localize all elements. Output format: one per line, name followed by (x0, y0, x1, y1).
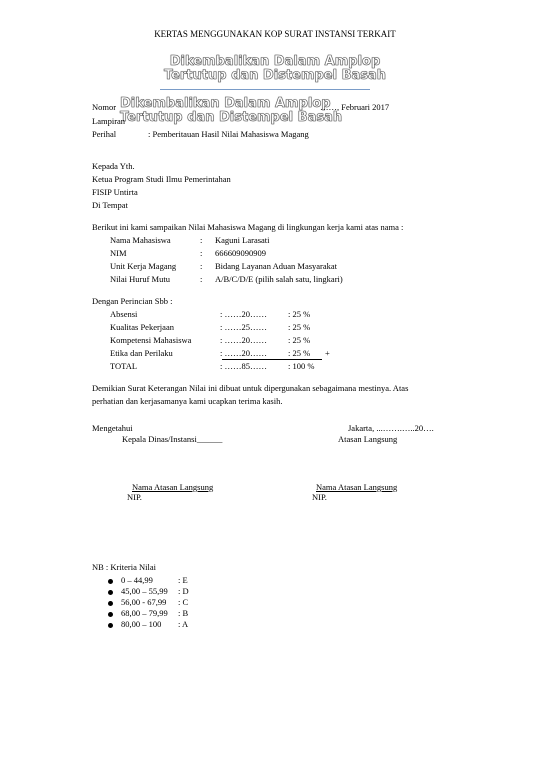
sign-left-title: Kepala Dinas/Instansi______ (122, 434, 223, 444)
bullet-icon (108, 590, 113, 595)
kop-surat-title: KERTAS MENGGUNAKAN KOP SURAT INSTANSI TERKAIT (154, 29, 396, 39)
closing-text: Demikian Surat Keterangan Nilai ini dibuat untuk dipergunakan sebagaimana mestinya. Atas (92, 383, 409, 393)
lampiran-label: Lampiran (92, 116, 126, 126)
watermark-top (0, 55, 550, 83)
detail-title: Dengan Perincian Sbb : (92, 296, 173, 306)
student-label: Nilai Huruf Mutu (110, 274, 170, 284)
sign-left-top: Mengetahui (92, 423, 133, 433)
student-value: Bidang Layanan Aduan Masyarakat (215, 261, 338, 271)
bullet-icon (108, 623, 113, 628)
criteria-item (108, 575, 153, 585)
sign-left-nip: NIP. (127, 492, 142, 502)
recipient-line: FISIP Untirta (92, 187, 138, 197)
detail-weight: : 25 % (288, 322, 311, 332)
detail-weight: : 25 % (288, 335, 311, 345)
recipient-line: Ketua Program Studi Ilmu Pemerintahan (92, 174, 231, 184)
criteria-grade: : D (178, 586, 189, 596)
detail-label: Kompetensi Mahasiswa (110, 335, 192, 345)
detail-score: : ……20…… (220, 348, 267, 358)
detail-score: : ……25…… (220, 322, 267, 332)
bullet-icon (108, 601, 113, 606)
sum-underline (222, 359, 322, 360)
sign-right-place: Jakarta, ...…….…..20…. (348, 423, 434, 433)
detail-weight: : 25 % (288, 348, 311, 358)
detail-weight: : 100 % (288, 361, 315, 371)
watermark-line1: Dikembalikan Dalam Amplop (120, 96, 331, 111)
student-value: 666609090909 (215, 248, 266, 258)
criteria-range: 45,00 – 55,99 (121, 586, 168, 596)
criteria-range: 0 – 44,99 (121, 575, 153, 585)
student-colon: : (200, 235, 203, 245)
student-label: NIM (110, 248, 127, 258)
criteria-range: 56,00 - 67,99 (121, 597, 167, 607)
recipient-line: Di Tempat (92, 200, 128, 210)
recipient-line: Kepada Yth. (92, 161, 135, 171)
student-colon: : (200, 261, 203, 271)
criteria-range: 68,00 – 79,99 (121, 608, 168, 618)
perihal-value: : Pemberitauan Hasil Nilai Mahasiswa Magang (148, 129, 309, 139)
student-value: A/B/C/D/E (pilih salah satu, lingkari) (215, 274, 343, 284)
sign-right-nip: NIP. (312, 492, 327, 502)
bullet-icon (108, 612, 113, 617)
header-divider (160, 89, 370, 90)
detail-score: : ……20…… (220, 335, 267, 345)
student-label: Unit Kerja Magang (110, 261, 177, 271)
criteria-item (108, 597, 166, 607)
criteria-range: 80,00 – 100 (121, 619, 162, 629)
detail-score: : ……20…… (220, 309, 267, 319)
detail-weight: : 25 % (288, 309, 311, 319)
criteria-grade: : E (178, 575, 188, 585)
letter-date: ……, Februari 2017 (320, 102, 390, 112)
criteria-item (108, 608, 168, 618)
criteria-grade: : B (178, 608, 189, 618)
criteria-item (108, 586, 168, 596)
nb-title: NB : Kriteria Nilai (92, 562, 156, 572)
detail-label: Kualitas Pekerjaan (110, 322, 174, 332)
detail-label: TOTAL (110, 361, 138, 371)
detail-label: Absensi (110, 309, 138, 319)
sign-left-name: Nama Atasan Langsung (132, 482, 214, 492)
student-label: Nama Mahasiswa (110, 235, 171, 245)
sum-plus: + (325, 348, 330, 358)
watermark-line2: Tertutup dan Distempel Basah (120, 110, 343, 125)
criteria-grade: : A (178, 619, 189, 629)
watermark-line1: Dikembalikan Dalam Amplop (169, 54, 381, 69)
sign-right-title: Atasan Langsung (338, 434, 398, 444)
bullet-icon (108, 579, 113, 584)
nomor-label: Nomor (92, 102, 117, 112)
detail-score: : ……85…… (220, 361, 267, 371)
intro-text: Berikut ini kami sampaikan Nilai Mahasiswa Magang di lingkungan kerja kami atas nama : (92, 222, 404, 232)
student-colon: : (200, 248, 203, 258)
detail-label: Etika dan Perilaku (110, 348, 173, 358)
perihal-label: Perihal (92, 129, 117, 139)
student-value: Kaguni Larasati (215, 235, 270, 245)
student-colon: : (200, 274, 203, 284)
criteria-grade: : C (178, 597, 189, 607)
watermark-left (120, 97, 342, 125)
closing-text: perhatian dan kerjasamanya kami ucapkan terima kasih. (92, 396, 283, 406)
sign-right-name: Nama Atasan Langsung (316, 482, 398, 492)
watermark-line2: Tertutup dan Distempel Basah (163, 68, 387, 83)
criteria-item (108, 619, 161, 629)
